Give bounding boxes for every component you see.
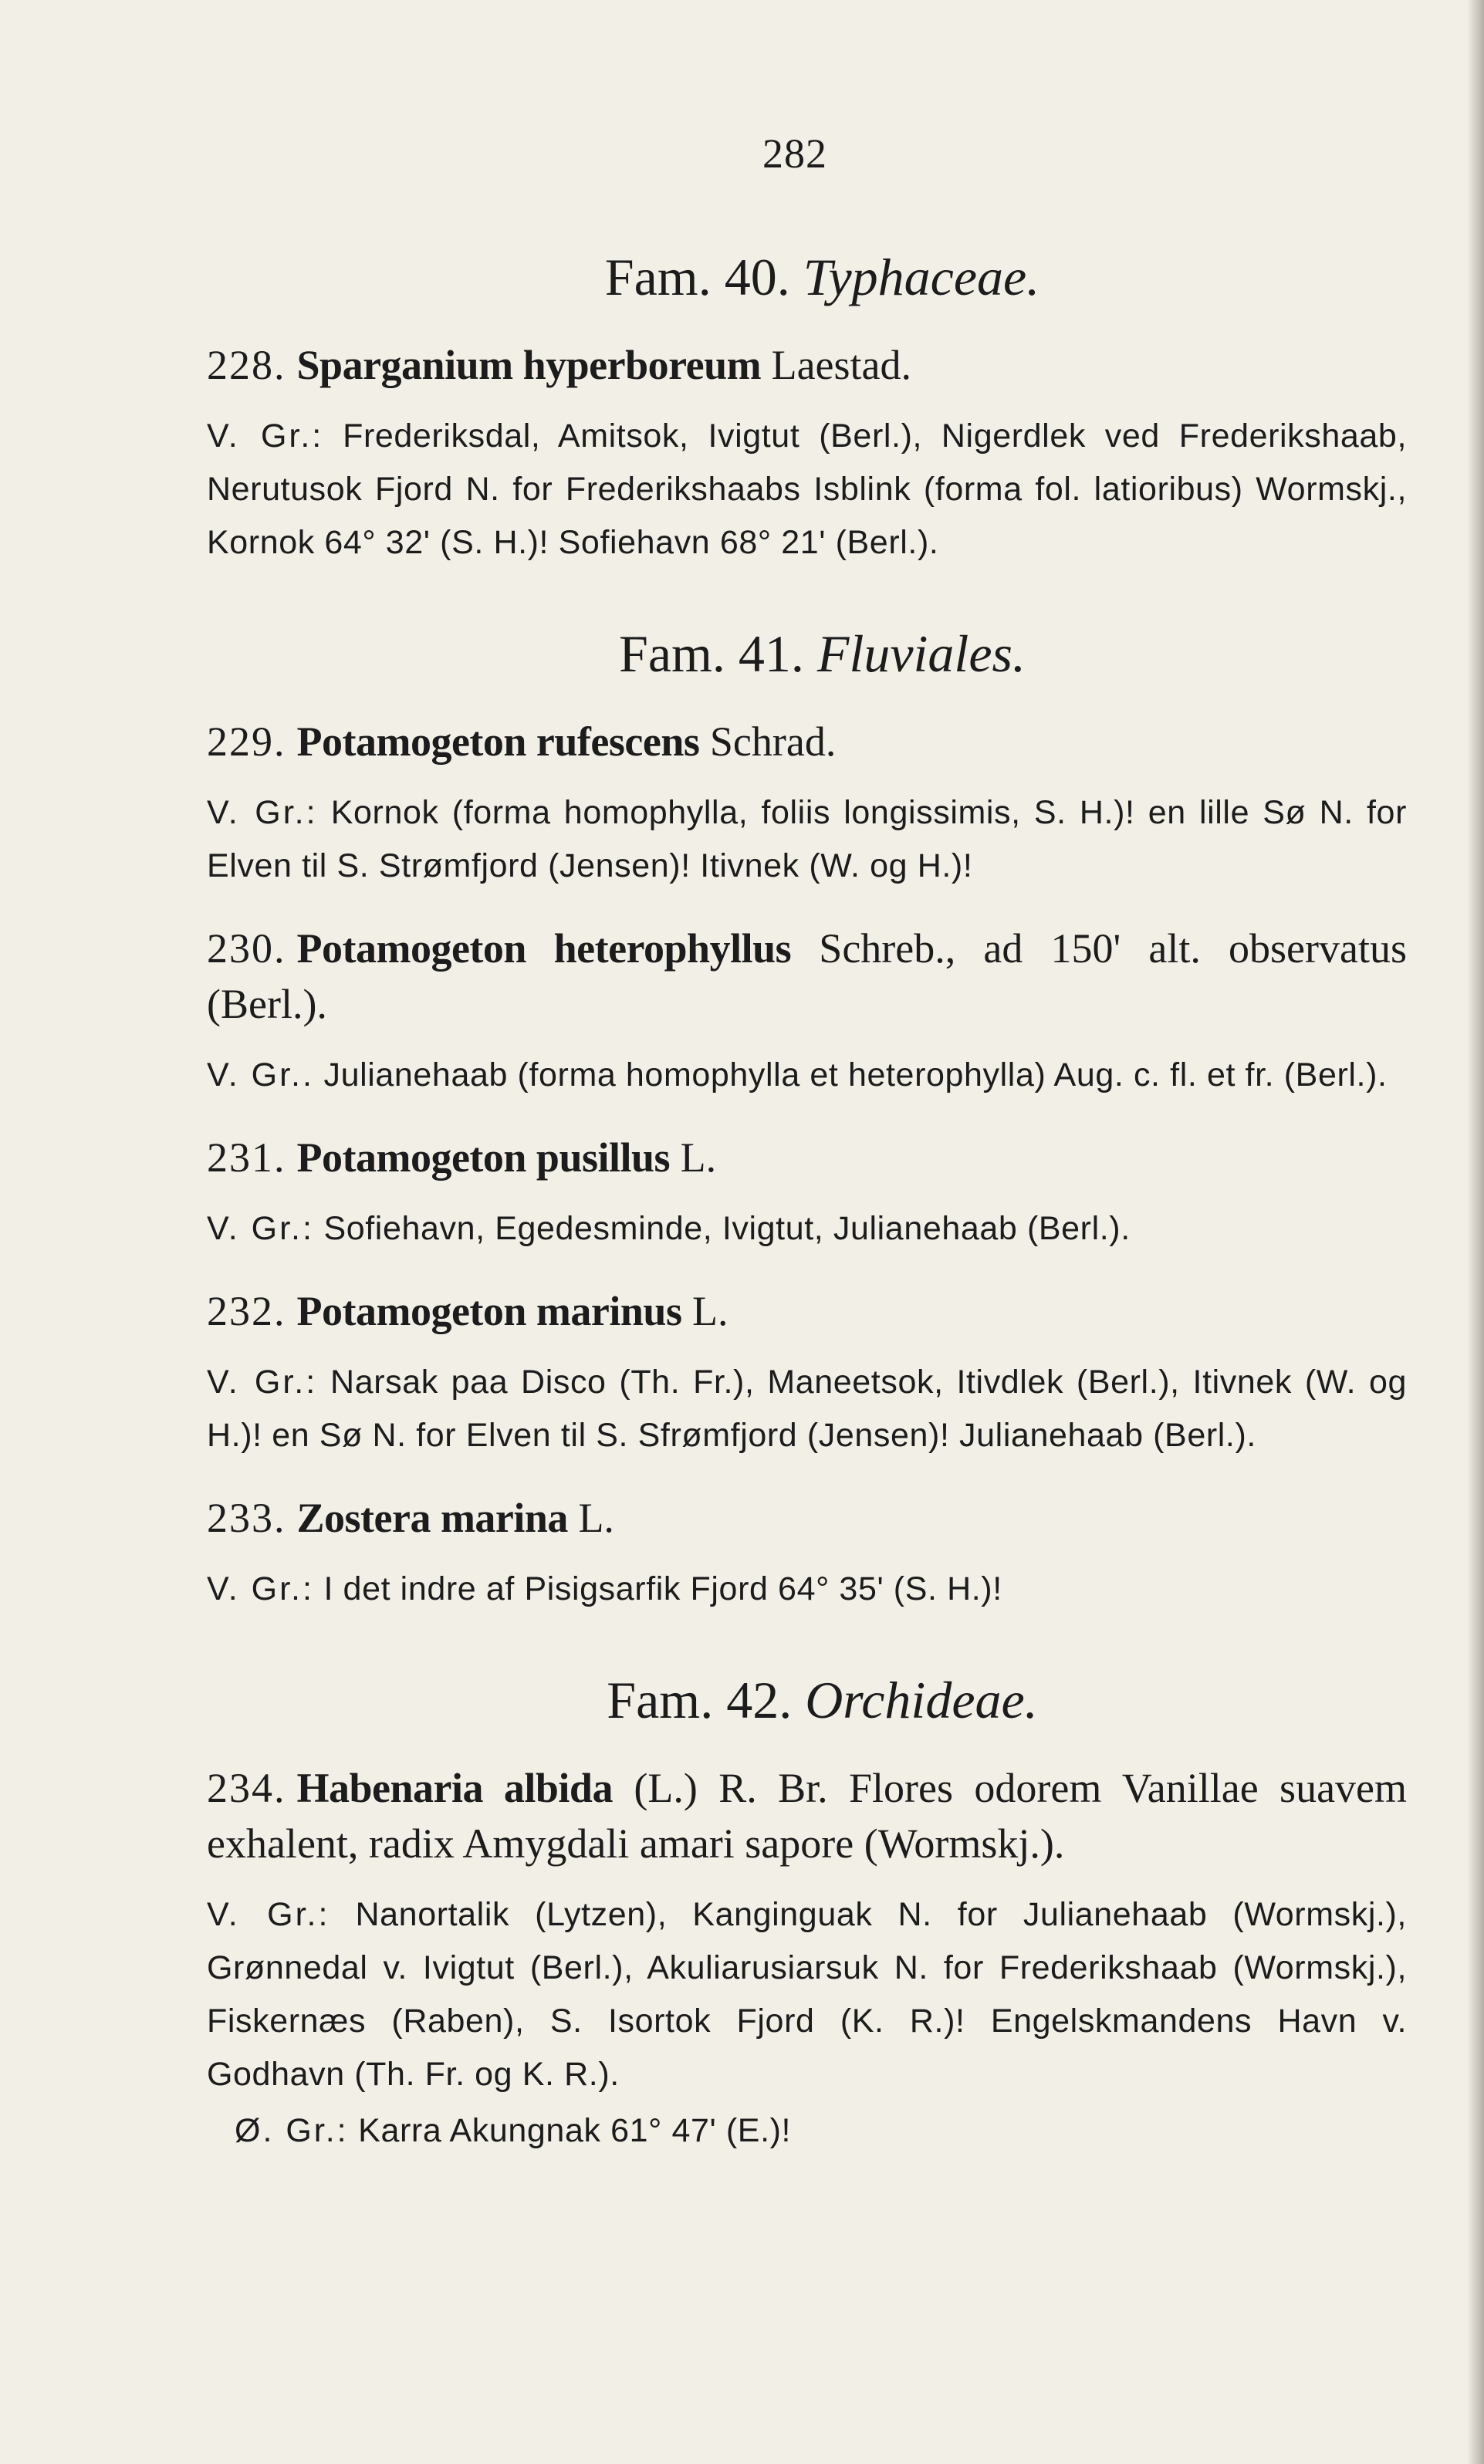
species-name: Potamogeton pusillus — [296, 1134, 671, 1181]
species-author: Schrad. — [699, 718, 837, 765]
species-author: (L.) R. Br. Flores odorem Vanillae suavem exhalent, radix Amygdali amari sapore (Wormskj.). — [207, 1765, 1408, 1867]
locality-paragraph — [207, 1049, 1407, 1102]
locality-paragraph — [207, 1202, 1407, 1256]
species-name: Potamogeton marinus — [296, 1288, 682, 1334]
region-label: V. Gr.: — [207, 1364, 318, 1401]
species-entry — [207, 714, 1407, 769]
locality-text: Sofiehavn, Egedesminde, Ivigtut, Julianehaab (Berl.). — [313, 1210, 1131, 1247]
family-label: Fam. 40. — [604, 248, 790, 306]
species-name: Potamogeton rufescens — [296, 718, 700, 765]
species-number: 228. — [207, 342, 286, 388]
species-number: 229. — [207, 718, 286, 765]
species-name: Potamogeton heterophyllus — [296, 925, 792, 972]
locality-text: Nanortalik (Lytzen), Kanginguak N. for Julianehaab (Wormskj.), Grønnedal v. Ivigtut (Berl.), Akuliarusiarsuk N. for Frederikshaab (Wormskj.), Fiskernæs (Raben), S. Isortok Fjord (K. R.)! Engelskmandens Havn v. Godhavn (Th. Fr. og K. R.). — [207, 1896, 1407, 2093]
locality-paragraph — [207, 2104, 1407, 2158]
species-entry — [207, 337, 1407, 393]
region-label: V. Gr.: — [207, 1896, 330, 1933]
family-name: Orchideae. — [805, 1671, 1038, 1729]
locality-paragraph — [207, 1563, 1407, 1616]
locality-text: Frederiksdal, Amitsok, Ivigtut (Berl.), Nigerdlek ved Frederikshaab, Nerutusok Fjord N. for Frederikshaabs Isblink (forma fol. latioribus) Wormskj., Kornok 64° 32' (S. H.)! Sofiehavn 68° 21' (Berl.). — [207, 417, 1407, 561]
species-author: L. — [681, 1288, 728, 1334]
region-label: V. Gr.: — [207, 1210, 314, 1247]
species-name: Zostera marina — [296, 1495, 568, 1541]
species-entry — [207, 1490, 1407, 1546]
family-name: Fluviales. — [816, 624, 1026, 683]
locality-text: Julianehaab (forma homophylla et heterophylla) Aug. c. fl. et fr. (Berl.). — [313, 1056, 1388, 1093]
species-author: L. — [670, 1134, 717, 1181]
page-edge-shadow — [1467, 0, 1484, 2464]
region-label: V. Gr.: — [207, 1570, 314, 1607]
family-label: Fam. 41. — [619, 624, 804, 683]
species-author: Schreb., ad 150' alt. observatus (Berl.). — [207, 925, 1407, 1027]
locality-paragraph — [207, 786, 1407, 893]
locality-paragraph — [207, 1356, 1407, 1462]
species-entry — [207, 1760, 1407, 1871]
species-number: 233. — [207, 1495, 286, 1541]
species-name: Habenaria albida — [296, 1765, 613, 1811]
family-label: Fam. 42. — [607, 1671, 793, 1729]
species-entry — [207, 921, 1407, 1032]
species-number: 234. — [207, 1765, 286, 1811]
species-author: L. — [567, 1495, 614, 1541]
species-name: Sparganium hyperboreum — [296, 342, 762, 388]
species-number: 232. — [207, 1288, 286, 1334]
locality-text: Narsak paa Disco (Th. Fr.), Maneetsok, Itivdlek (Berl.), Itivnek (W. og H.)! en Sø N. for Elven til S. Sfrømfjord (Jensen)! Julianehaab (Berl.). — [207, 1364, 1407, 1454]
species-number: 230. — [207, 925, 286, 972]
locality-paragraph — [207, 410, 1407, 570]
text-block — [207, 193, 1407, 2185]
species-entry — [207, 1130, 1407, 1185]
species-entry — [207, 1283, 1407, 1339]
species-author: Laestad. — [761, 342, 911, 388]
locality-paragraph — [207, 1888, 1407, 2101]
region-label: V. Gr.: — [207, 417, 324, 455]
region-label: Ø. Gr.: — [235, 2112, 349, 2149]
family-heading — [207, 1670, 1407, 1731]
page-number: 282 — [762, 130, 827, 177]
locality-text: I det indre af Pisigsarfik Fjord 64° 35' (S. H.)! — [313, 1570, 1002, 1607]
locality-text: Kornok (forma homophylla, foliis longissimis, S. H.)! en lille Sø N. for Elven til S. Strømfjord (Jensen)! Itivnek (W. og H.)! — [207, 794, 1407, 884]
region-label: V. Gr.: — [207, 794, 318, 831]
locality-text: Karra Akungnak 61° 47' (E.)! — [348, 2112, 792, 2149]
family-name: Typhaceae. — [803, 248, 1040, 306]
species-number: 231. — [207, 1134, 286, 1181]
region-label: V. Gr.. — [207, 1056, 314, 1093]
family-heading — [207, 624, 1407, 684]
family-heading — [207, 247, 1407, 308]
